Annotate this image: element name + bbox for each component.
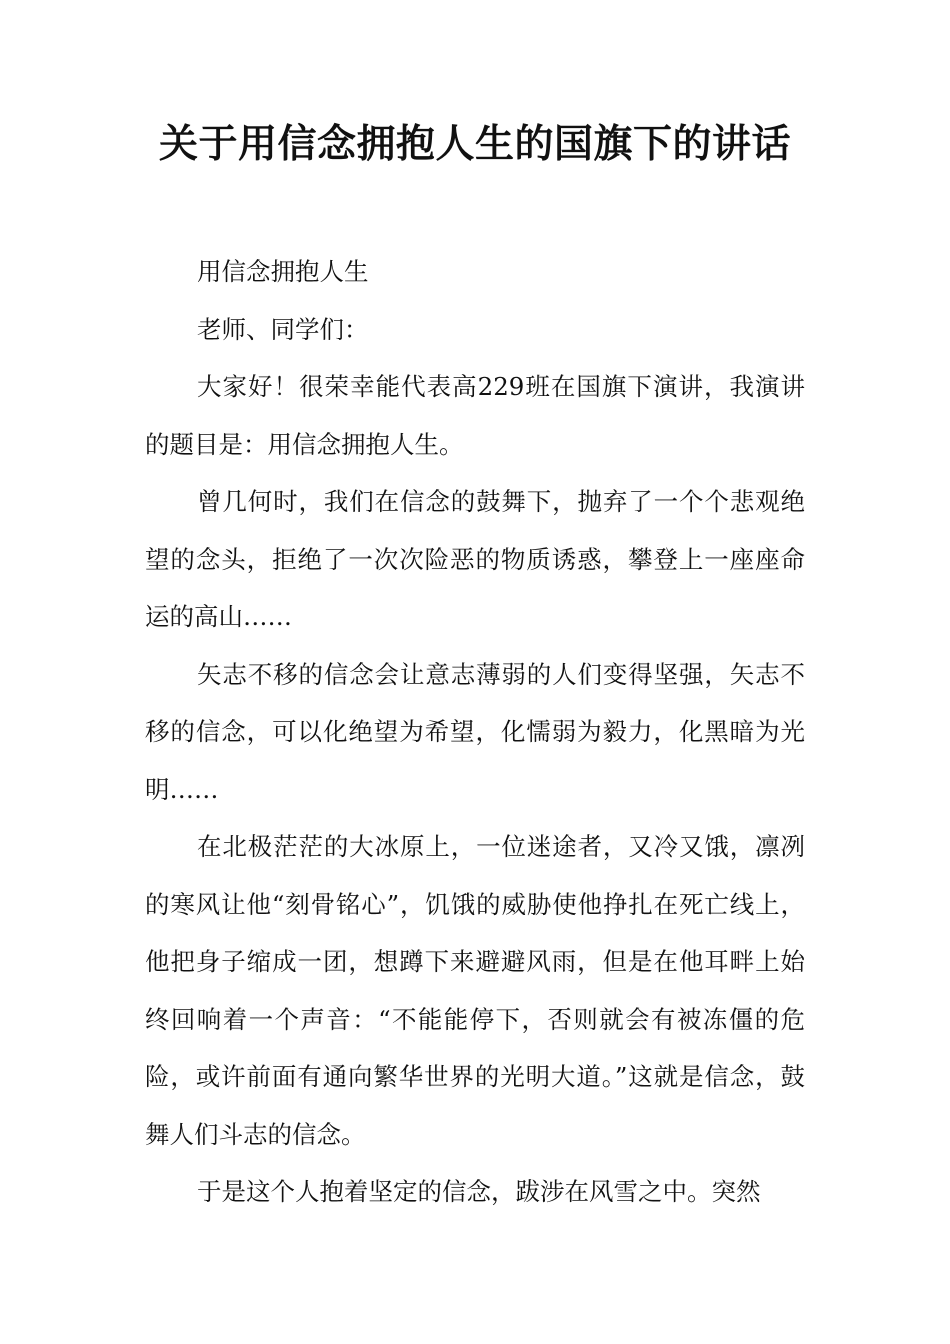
paragraph-salutation: 老师、同学们：: [197, 314, 369, 344]
paragraph: 矢志不移的信念会让意志薄弱的人们变得坚强，矢志不移的信念，可以化绝望为希望，化懦弱为毅力，化黑暗为光明……: [145, 659, 805, 804]
paragraph: 大家好！很荣幸能代表高229班在国旗下演讲，我演讲的题目是：用信念拥抱人生。: [145, 372, 805, 459]
paragraph: 于是这个人抱着坚定的信念，跋涉在风雪之中。突然: [197, 1177, 761, 1206]
document-title: 关于用信念拥抱人生的国旗下的讲话: [158, 121, 791, 167]
paragraph-subtitle: 用信念拥抱人生: [197, 257, 369, 286]
document-body: [145, 243, 805, 1221]
paragraph: 在北极茫茫的大冰原上，一位迷途者，又冷又饿，凛冽的寒风让他“刻骨铭心”，饥饿的威胁使他挣扎在死亡线上，他把身子缩成一团，想蹲下来避避风雨，但是在他耳畔上始终回响着一个声音：“不能能停下，否则就会有被冻僵的危险，或许前面有通向繁华世界的光明大道。”这就是信念，鼓舞人们斗志的信念。: [145, 832, 805, 1149]
paragraph: 曾几何时，我们在信念的鼓舞下，抛弃了一个个悲观绝望的念头，拒绝了一次次险恶的物质诱惑，攀登上一座座命运的高山……: [145, 487, 805, 631]
